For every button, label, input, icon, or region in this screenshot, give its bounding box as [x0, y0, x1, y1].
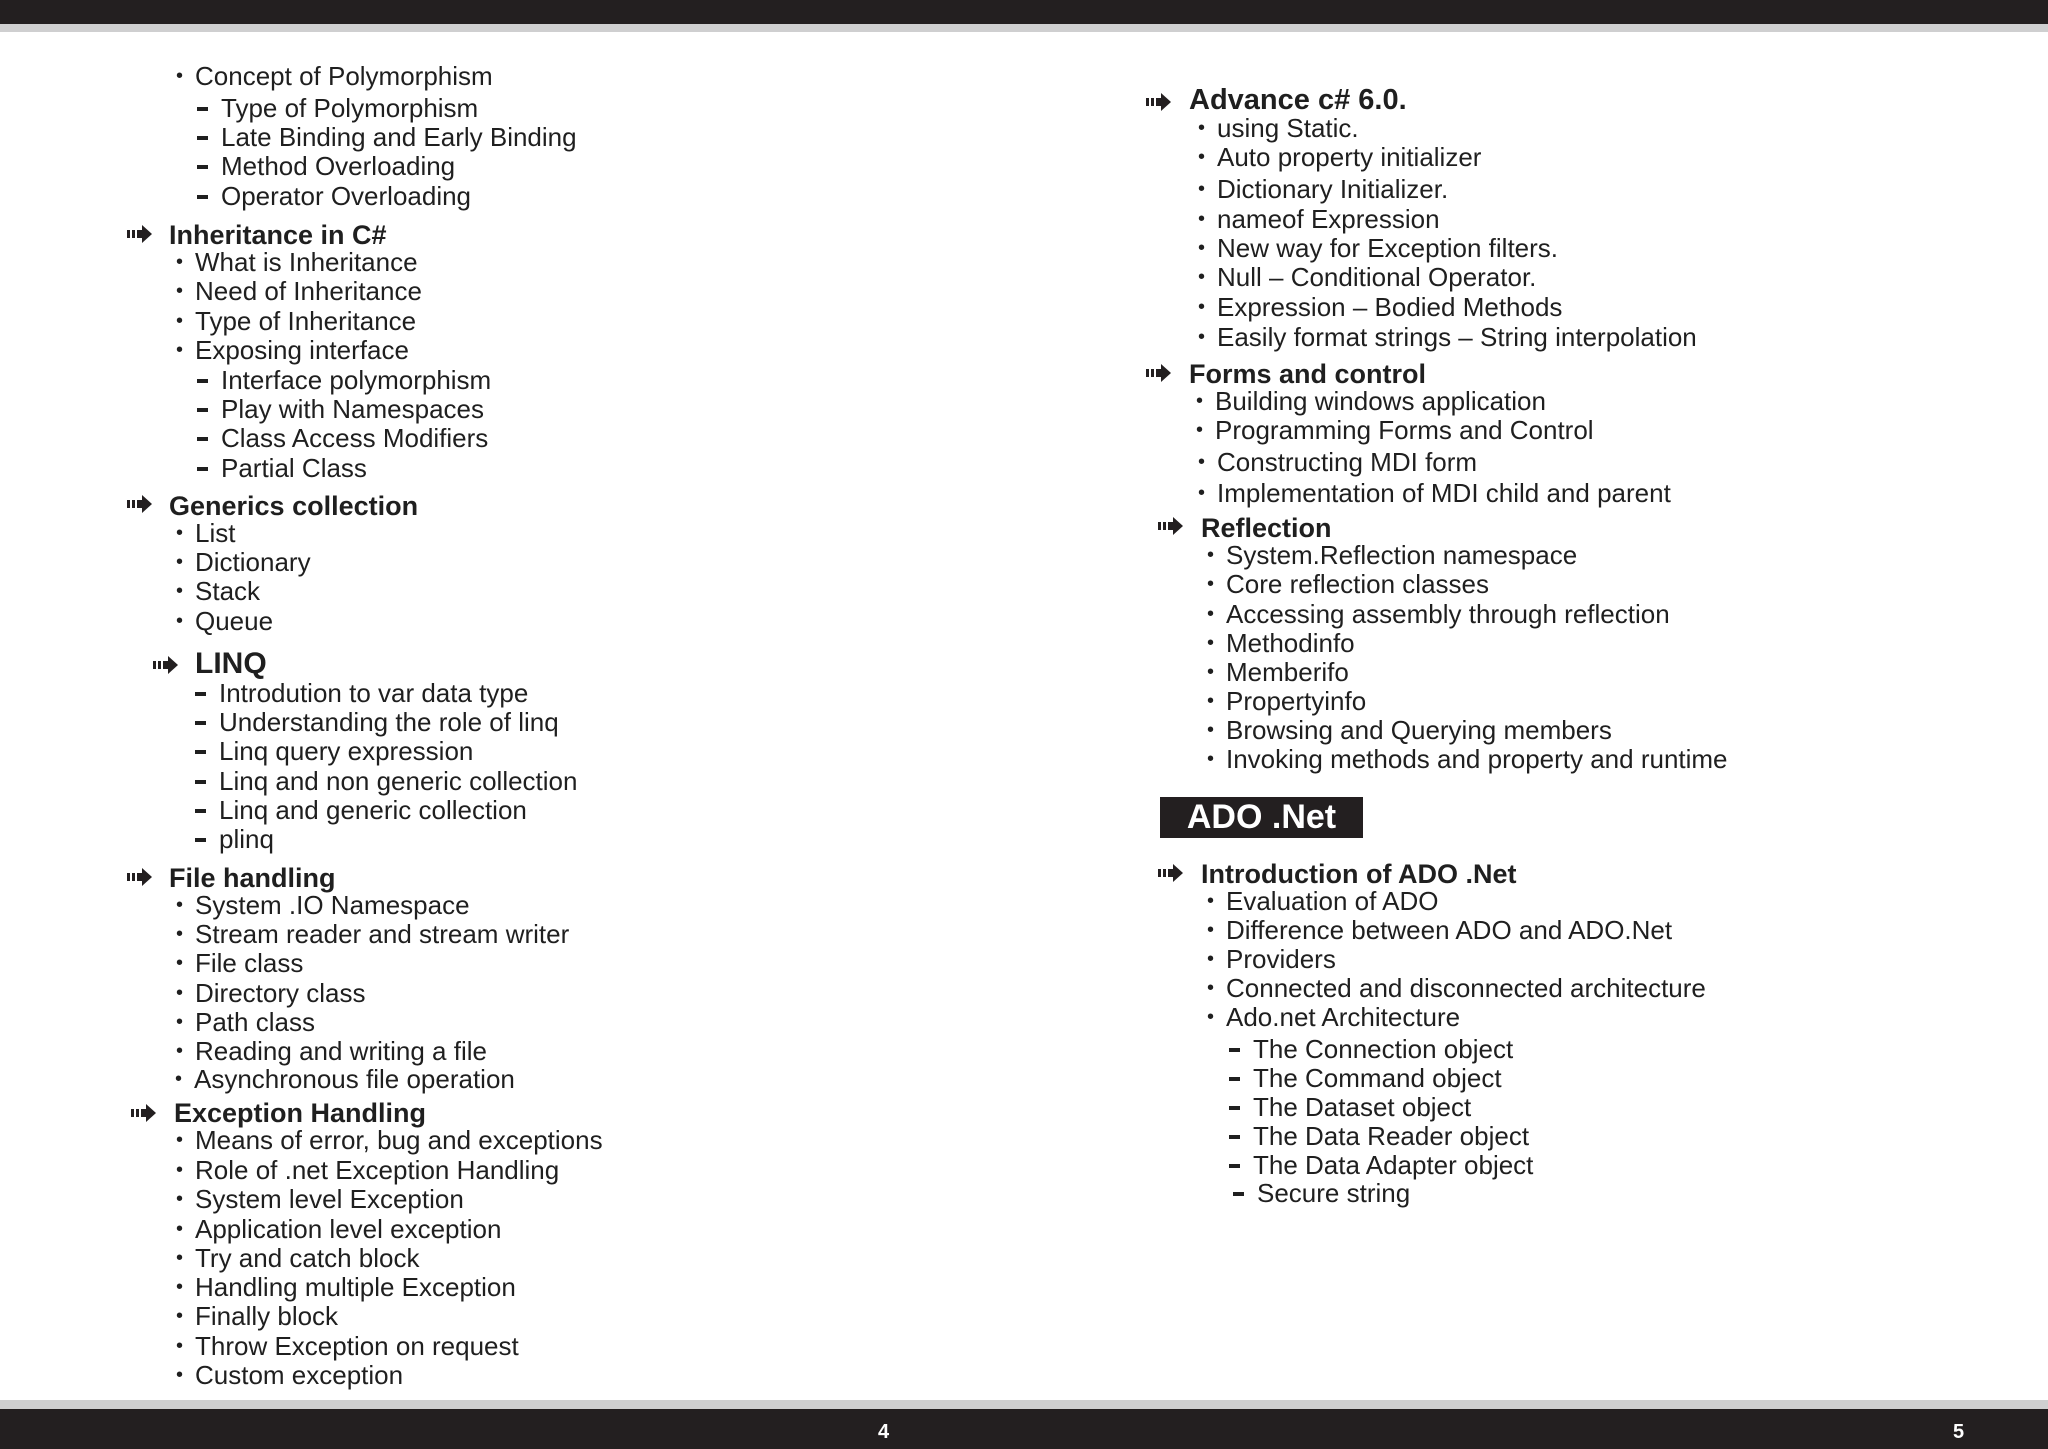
bottom-bar [0, 1409, 2048, 1449]
list-item: • Need of Inheritance [195, 276, 422, 306]
list-item: • Null – Conditional Operator. [1217, 262, 1536, 292]
list-item: Type of Polymorphism [221, 93, 479, 123]
list-item: Partial Class [221, 453, 367, 483]
list-item: • Try and catch block [195, 1243, 419, 1273]
list-item: • Evaluation of ADO [1226, 886, 1438, 916]
list-item: • Programming Forms and Control [1215, 415, 1594, 445]
list-item: • Browsing and Querying members [1226, 715, 1612, 745]
list-item: • Means of error, bug and exceptions [195, 1125, 603, 1155]
list-item: The Data Reader object [1253, 1121, 1530, 1151]
list-item: • Asynchronous file operation [194, 1064, 515, 1094]
section-title-inheritance: Inheritance in C# [169, 220, 387, 250]
arrow-bullet-icon [1146, 364, 1172, 382]
list-item: • New way for Exception filters. [1217, 233, 1558, 263]
ado-net-banner: ADO .Net [1160, 797, 1363, 838]
polymorphism-heading: • Concept of Polymorphism [195, 61, 493, 91]
list-item: • Reading and writing a file [195, 1036, 487, 1066]
list-item: • Expression – Bodied Methods [1217, 292, 1562, 322]
section-title-exception: Exception Handling [174, 1098, 427, 1128]
list-item: Linq and generic collection [219, 795, 527, 825]
list-item: • Queue [195, 606, 273, 636]
list-item: • Directory class [195, 978, 365, 1008]
list-item: The Dataset object [1253, 1092, 1472, 1122]
section-title-reflection: Reflection [1201, 513, 1332, 543]
section-title-generics: Generics collection [169, 491, 419, 521]
list-item: • Memberifo [1226, 657, 1349, 687]
list-item: • Application level exception [195, 1214, 501, 1244]
list-item: • Providers [1226, 944, 1336, 974]
list-item: • What is Inheritance [195, 247, 418, 277]
list-item: • Accessing assembly through reflection [1226, 599, 1670, 629]
list-item: Secure string [1257, 1178, 1411, 1208]
list-item: • using Static. [1217, 113, 1359, 143]
arrow-bullet-icon [127, 225, 153, 243]
list-item: • Building windows application [1215, 386, 1546, 416]
list-item: • Propertyinfo [1226, 686, 1366, 716]
top-bar [0, 0, 2048, 24]
arrow-bullet-icon [131, 1104, 157, 1122]
page-number-right: 5 [1953, 1421, 1965, 1443]
list-item: Method Overloading [221, 151, 456, 181]
list-item: • Auto property initializer [1217, 142, 1481, 172]
list-item: • Core reflection classes [1226, 569, 1489, 599]
list-item: Interface polymorphism [221, 365, 492, 395]
list-item: Play with Namespaces [221, 394, 484, 424]
list-item: • System .IO Namespace [195, 890, 470, 920]
list-item: • File class [195, 948, 303, 978]
list-item: • Custom exception [195, 1360, 403, 1390]
bottom-strip [0, 1400, 2048, 1409]
section-title-file-handling: File handling [169, 863, 336, 893]
list-item: The Command object [1253, 1063, 1502, 1093]
section-title-forms: Forms and control [1189, 359, 1427, 389]
list-item: • Connected and disconnected architecture [1226, 973, 1706, 1003]
arrow-bullet-icon [153, 656, 179, 674]
list-item: Introdution to var data type [219, 678, 529, 708]
list-item: • Dictionary Initializer. [1217, 174, 1448, 204]
list-item: • nameof Expression [1217, 204, 1440, 234]
section-title-linq: LINQ [195, 647, 267, 680]
list-item: • Stack [195, 576, 260, 606]
list-item: • Exposing interface [195, 335, 409, 365]
list-item: • Throw Exception on request [195, 1331, 519, 1361]
arrow-bullet-icon [1146, 93, 1172, 111]
list-item: The Data Adapter object [1253, 1150, 1534, 1180]
list-item: Linq and non generic collection [219, 766, 578, 796]
list-item: The Connection object [1253, 1034, 1514, 1064]
list-item: Operator Overloading [221, 181, 472, 211]
list-item: Linq query expression [219, 736, 474, 766]
list-item: • Ado.net Architecture [1226, 1002, 1460, 1032]
list-item: • Dictionary [195, 547, 311, 577]
arrow-bullet-icon [1158, 864, 1184, 882]
list-item: • System.Reflection namespace [1226, 540, 1577, 570]
list-item: Late Binding and Early Binding [221, 122, 577, 152]
top-strip [0, 24, 2048, 32]
list-item: • Invoking methods and property and runtime [1226, 744, 1728, 774]
arrow-bullet-icon [127, 868, 153, 886]
list-item: plinq [219, 824, 274, 854]
list-item: • System level Exception [195, 1184, 464, 1214]
list-item: • Easily format strings – String interpolation [1217, 322, 1697, 352]
arrow-bullet-icon [1158, 517, 1184, 535]
section-title-advance-csharp: Advance c# 6.0. [1189, 84, 1407, 116]
list-item: • Path class [195, 1007, 315, 1037]
section-title-ado-intro: Introduction of ADO .Net [1201, 859, 1517, 889]
list-item: • List [195, 518, 235, 548]
list-item: Understanding the role of linq [219, 707, 559, 737]
page-number-left: 4 [878, 1421, 890, 1443]
list-item: • Constructing MDI form [1217, 447, 1477, 477]
list-item: • Type of Inheritance [195, 306, 416, 336]
list-item: • Difference between ADO and ADO.Net [1226, 915, 1672, 945]
list-item: • Stream reader and stream writer [195, 919, 569, 949]
list-item: • Handling multiple Exception [195, 1272, 516, 1302]
list-item: • Role of .net Exception Handling [195, 1155, 559, 1185]
list-item: • Finally block [195, 1301, 338, 1331]
arrow-bullet-icon [127, 495, 153, 513]
list-item: • Methodinfo [1226, 628, 1355, 658]
list-item: • Implementation of MDI child and parent [1217, 478, 1671, 508]
list-item: Class Access Modifiers [221, 423, 489, 453]
